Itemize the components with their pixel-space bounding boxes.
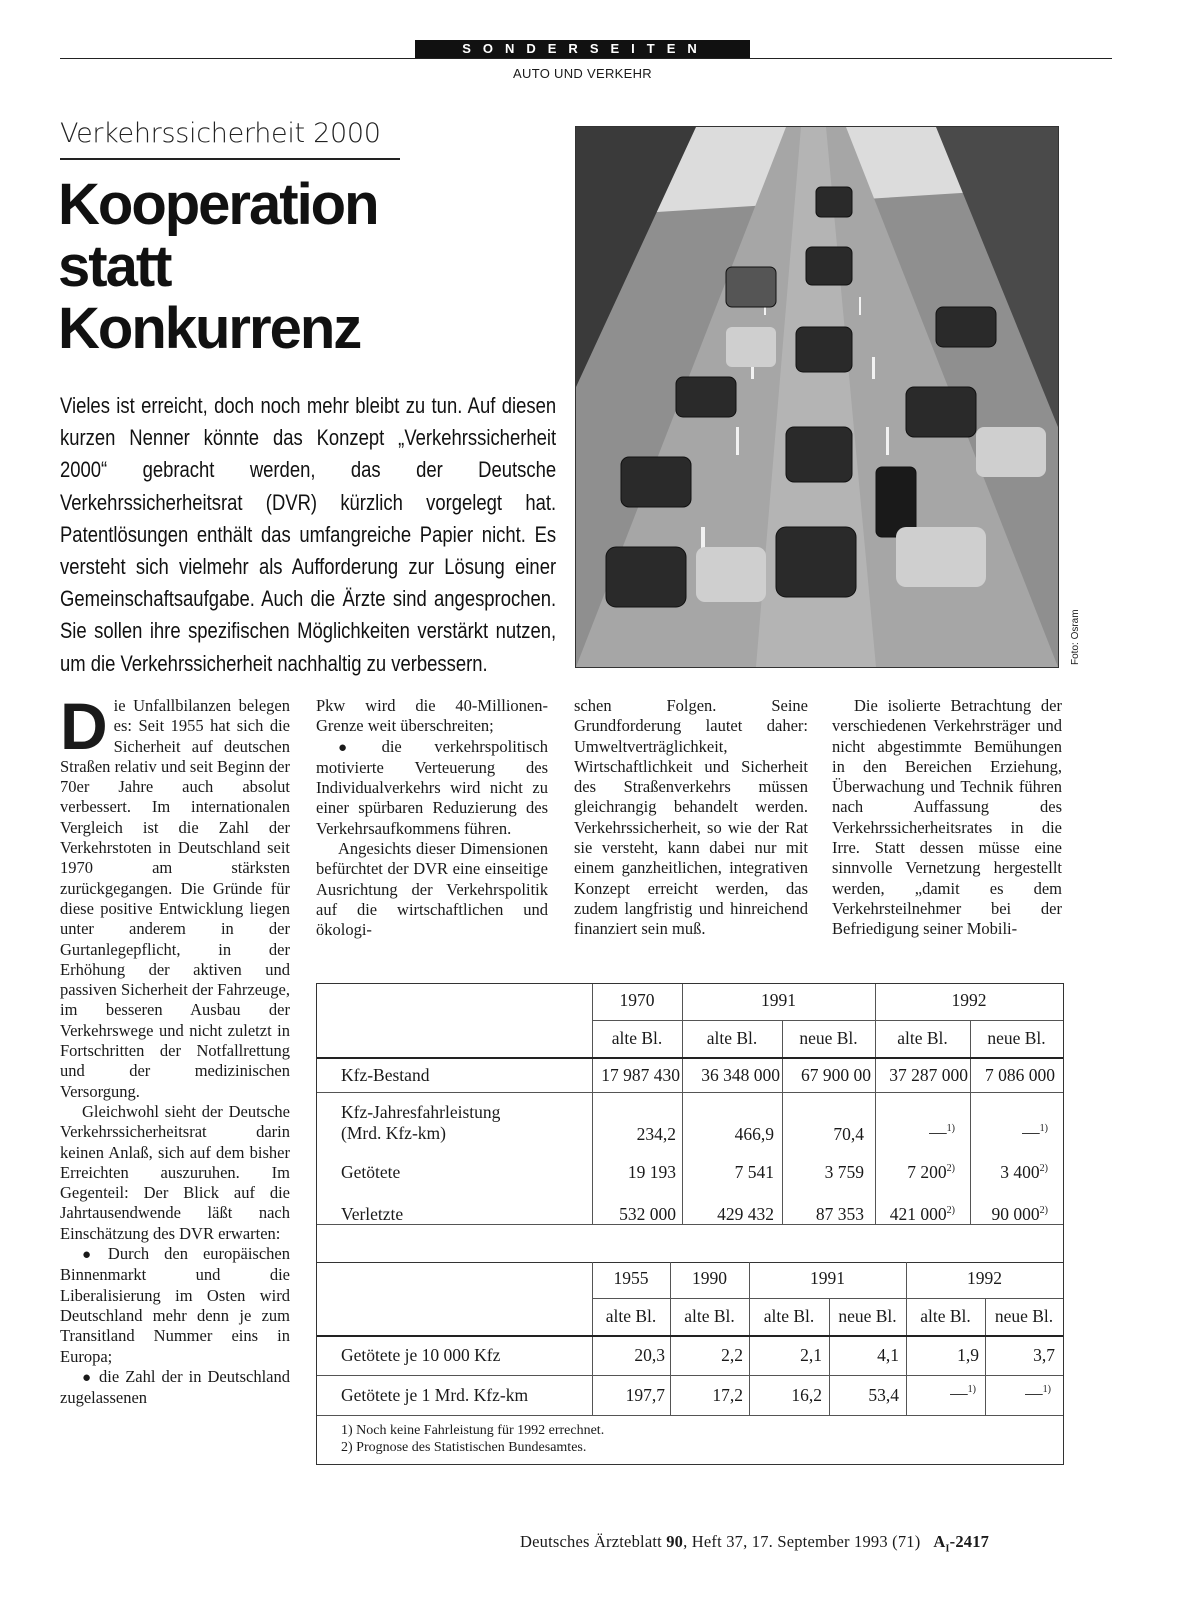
table-cell: 197,7 xyxy=(625,1385,665,1405)
row-label: Getötete je 10 000 Kfz xyxy=(341,1345,501,1365)
table-cell: —$^{1)}$ xyxy=(950,1383,976,1403)
table-cell: 4,1 xyxy=(877,1345,899,1365)
column-subheader: neue Bl. xyxy=(987,1028,1046,1048)
bullet-item: ● die verkehrspolitisch motivierte Verteuerung des Individualverkehrs wird nicht zu einer spürbaren Reduzierung des Verkehrsaufkommens führen. xyxy=(316,737,548,839)
column-subheader: neue Bl. xyxy=(838,1306,897,1326)
column-subheader: neue Bl. xyxy=(994,1306,1054,1326)
body-column-1 xyxy=(60,689,291,1408)
table-cell: 70,4 xyxy=(833,1124,864,1144)
table-cell: 3,7 xyxy=(1033,1345,1055,1365)
table-cell: 17 987 430 xyxy=(601,1065,680,1085)
column-subheader: alte Bl. xyxy=(706,1028,758,1048)
row-label: Kfz-Jahresfahrleistung (Mrd. Kfz-km) xyxy=(341,1102,501,1143)
table-cell: 2,2 xyxy=(721,1345,743,1365)
column-subheader: alte Bl. xyxy=(611,1028,663,1048)
table-cell: 2,1 xyxy=(800,1345,822,1365)
table-cell: 16,2 xyxy=(791,1385,822,1405)
row-label: Getötete je 1 Mrd. Kfz-km xyxy=(341,1385,529,1405)
table-cell: 7 200$^{2)}$ xyxy=(907,1162,955,1182)
column-subheader: alte Bl. xyxy=(684,1306,735,1326)
column-subheader: alte Bl. xyxy=(763,1306,815,1326)
table-cell: 421 000$^{2)}$ xyxy=(889,1204,955,1224)
year-header: 1991 xyxy=(761,990,796,1010)
traffic-photo xyxy=(575,126,1059,668)
table-cell: 87 353 xyxy=(815,1204,864,1224)
section-banner: SONDERSEITEN xyxy=(415,40,750,58)
table-cell: 234,2 xyxy=(636,1124,676,1144)
paragraph: Pkw wird die 40-Millionen-Grenze weit überschreiten; xyxy=(316,696,548,736)
body-column-3 xyxy=(574,696,808,940)
table-cell: 429 432 xyxy=(717,1204,774,1224)
paragraph: Die isolierte Betrachtung der verschiedenen Verkehrsträger und nicht abgestimmte Bemühungen in den Bereichen Erziehung, Überwachung und Technik führen nach Auffassung des Verkehrssicherheitsrates in die Irre. Statt dessen müsse eine sinnvolle Vernetzung hergestellt werden, „damit es dem Verkehrsteilnehmer bei der Befriedigung seiner Mobili- xyxy=(832,696,1062,939)
header-rule xyxy=(60,58,1112,59)
body-column-4 xyxy=(832,696,1062,940)
paragraph: Angesichts dieser Dimensionen befürchtet der DVR eine einseitige Ausrichtung der Verkehrspolitik auf die wirtschaftlichen und ökologi- xyxy=(316,839,548,940)
journal-name: Deutsches Ärzteblatt xyxy=(520,1532,662,1551)
paragraph: Gleichwohl sieht der Deutsche Verkehrssicherheitsrat darin keinen Anlaß, sich auf dem bisher Erreichten auszuruhen. Im Gegenteil: Der Blick auf die Jahrtausendwende läßt nach Einschätzung des DVR erwarten: xyxy=(60,1101,290,1243)
paragraph: schen Folgen. Seine Grundforderung lautet daher: Umweltverträglichkeit, Wirtschaftlichkeit und Sicherheit des Straßenverkehrs müssen gleichrangig behandelt werden. Verkehrssicherheit, so wie der Rat sie versteht, kann dabei nur mit einem ganzheitlichen, integrativen Konzept erreicht werden, das zudem langfristig und hinreichend finanziert sein muß. xyxy=(574,696,808,939)
year-header: 1990 xyxy=(692,1268,727,1288)
article-lead: Vieles ist erreicht, doch noch mehr bleibt zu tun. Auf diesen kurzen Nenner könnte das Konzept „Verkehrssicherheit 2000“ gebracht werden, das der Deutsche Verkehrssicherheitsrat (DVR) kürzlich vorgelegt hat. Patentlösungen enthält das umfangreiche Papier nicht. Es versteht sich vielmehr als Aufforderung zur Lösung einer Gemeinschaftsaufgabe. Auch die Ärzte sind angesprochen. Sie sollen ihre spezifischen Möglichkeiten verstärkt nutzen, um die Verkehrssicherheit nachhaltig zu verbessern. xyxy=(60,393,557,676)
table-cell: —$^{1)}$ xyxy=(1022,1122,1048,1142)
row-label: Getötete xyxy=(341,1162,401,1182)
table-footnotes xyxy=(341,1422,604,1456)
issue-info: , Heft 37, 17. September 1993 (71) xyxy=(683,1532,921,1551)
journal-volume: 90 xyxy=(666,1532,684,1551)
statistics-table-1 xyxy=(316,983,1064,1263)
bullet-item: ● die Zahl der in Deutschland zugelassenen xyxy=(60,1367,290,1409)
table-cell: 90 000$^{2)}$ xyxy=(991,1204,1048,1224)
table-cell: 532 000 xyxy=(619,1204,676,1224)
page-footer xyxy=(520,1532,989,1554)
body-column-2 xyxy=(316,696,548,941)
paragraph: Die Unfallbilanzen belegen es: Seit 1955 hat sich die Sicherheit auf deutschen Straßen relativ und seit Beginn der 70er Jahre auch absolut verbessert. Im internationalen Vergleich ist die Zahl der Verkehrstoten in Deutschland seit 1970 am stärksten zurückgegangen. Die Gründe für diese positive Entwicklung liegen unter anderem in der Gurtanlegepflicht, in der Erhöhung der aktiven und passiven Sicherheit der Fahrzeuge, im besseren Ausbau der Verkehrswege und nicht zuletzt in Fortschritten der Notfallrettung und der medizinischen Versorgung. xyxy=(60,689,291,1101)
photo-credit: Foto: Osram xyxy=(1070,609,1081,665)
article-kicker: Verkehrssicherheit 2000 xyxy=(60,118,381,149)
headline-line: Konkurrenz xyxy=(58,296,361,361)
footnote: 1) Noch keine Fahrleistung für 1992 errechnet. xyxy=(341,1423,605,1438)
column-subheader: alte Bl. xyxy=(897,1028,948,1048)
table-cell: 67 900 00 xyxy=(801,1065,871,1085)
column-subheader: alte Bl. xyxy=(920,1306,971,1326)
table-cell: 1,9 xyxy=(957,1345,979,1365)
page-number: $A_I-2417$ xyxy=(933,1532,990,1555)
row-label: Verletzte xyxy=(341,1204,404,1224)
section-subtitle: AUTO UND VERKEHR xyxy=(513,66,652,81)
article-headline xyxy=(58,174,438,360)
headline-line: Kooperation xyxy=(58,172,378,237)
table-cell: 53,4 xyxy=(868,1385,899,1405)
table-cell: 17,2 xyxy=(712,1385,743,1405)
year-header: 1970 xyxy=(619,990,655,1010)
table-cell: 3 759 xyxy=(824,1162,864,1182)
traffic-photo-image xyxy=(576,127,1058,667)
column-subheader: alte Bl. xyxy=(605,1306,657,1326)
table-cell: —$^{1)}$ xyxy=(1025,1383,1051,1403)
table-cell: —$^{1)}$ xyxy=(929,1122,955,1142)
table-cell: 3 400$^{2)}$ xyxy=(1000,1162,1048,1182)
table-cell: 7 541 xyxy=(734,1162,774,1182)
table-cell: 19 193 xyxy=(627,1162,676,1182)
row-label: Kfz-Bestand xyxy=(341,1065,430,1085)
year-header: 1992 xyxy=(951,990,987,1010)
year-header: 1992 xyxy=(967,1268,1002,1288)
headline-line: statt xyxy=(58,234,171,299)
table-cell: 36 348 000 xyxy=(701,1065,780,1085)
statistics-table-2 xyxy=(316,1262,1064,1465)
column-subheader: neue Bl. xyxy=(799,1028,858,1048)
table-cell: 466,9 xyxy=(734,1124,774,1144)
year-header: 1991 xyxy=(810,1268,845,1288)
drop-cap: D xyxy=(60,689,108,763)
footnote: 2) Prognose des Statistischen Bundesamtes. xyxy=(341,1440,587,1455)
table-cell: 20,3 xyxy=(634,1345,665,1365)
bullet-item: ● Durch den europäischen Binnenmarkt und die Liberalisierung im Osten wird Deutschland mehr denn je zum Transitland Nummer eins in Europa; xyxy=(60,1244,290,1367)
kicker-underline xyxy=(60,158,400,160)
table-cell: 37 287 000 xyxy=(889,1065,968,1085)
table-cell: 7 086 000 xyxy=(985,1065,1055,1085)
year-header: 1955 xyxy=(613,1268,649,1288)
